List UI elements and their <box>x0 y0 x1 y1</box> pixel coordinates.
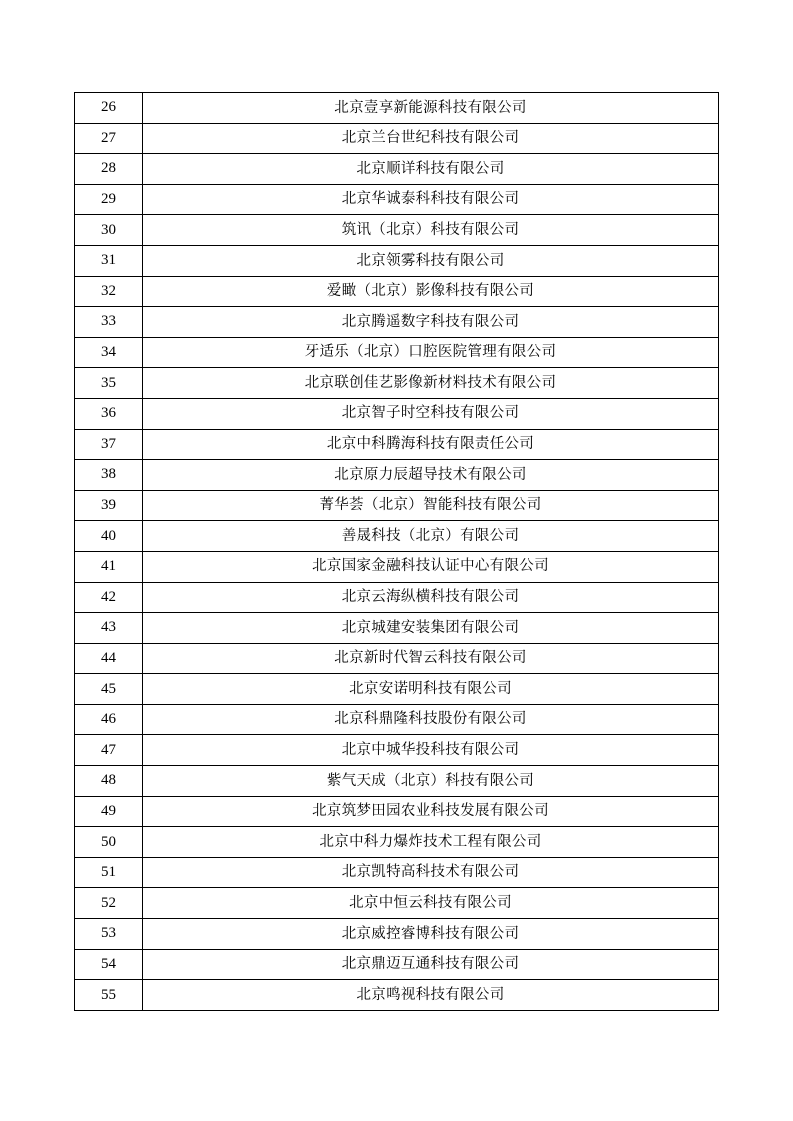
company-name: 爱瞰（北京）影像科技有限公司 <box>143 276 719 307</box>
company-name: 北京联创佳艺影像新材料技术有限公司 <box>143 368 719 399</box>
row-number: 45 <box>75 674 143 705</box>
company-name: 北京新时代智云科技有限公司 <box>143 643 719 674</box>
company-name: 善晟科技（北京）有限公司 <box>143 521 719 552</box>
table-row <box>75 643 719 674</box>
table-row <box>75 796 719 827</box>
table-row <box>75 704 719 735</box>
row-number: 27 <box>75 123 143 154</box>
row-number: 42 <box>75 582 143 613</box>
row-number: 55 <box>75 980 143 1011</box>
company-name: 北京领雾科技有限公司 <box>143 245 719 276</box>
company-name: 北京筑梦田园农业科技发展有限公司 <box>143 796 719 827</box>
company-name: 北京科鼎隆科技股份有限公司 <box>143 704 719 735</box>
row-number: 33 <box>75 307 143 338</box>
table-row <box>75 337 719 368</box>
row-number: 36 <box>75 398 143 429</box>
row-number: 50 <box>75 827 143 858</box>
table-row <box>75 827 719 858</box>
table-row <box>75 613 719 644</box>
table-row <box>75 184 719 215</box>
company-name: 北京中城华投科技有限公司 <box>143 735 719 766</box>
row-number: 28 <box>75 154 143 185</box>
row-number: 39 <box>75 490 143 521</box>
row-number: 43 <box>75 613 143 644</box>
table-row <box>75 888 719 919</box>
company-name: 北京中科力爆炸技术工程有限公司 <box>143 827 719 858</box>
company-name: 北京壹享新能源科技有限公司 <box>143 93 719 124</box>
company-name: 牙适乐（北京）口腔医院管理有限公司 <box>143 337 719 368</box>
company-list-body <box>75 93 719 1011</box>
table-row <box>75 766 719 797</box>
company-name: 北京云海纵横科技有限公司 <box>143 582 719 613</box>
row-number: 47 <box>75 735 143 766</box>
company-name: 北京威控睿博科技有限公司 <box>143 919 719 950</box>
row-number: 31 <box>75 245 143 276</box>
row-number: 44 <box>75 643 143 674</box>
row-number: 48 <box>75 766 143 797</box>
company-name: 筑讯（北京）科技有限公司 <box>143 215 719 246</box>
table-row <box>75 368 719 399</box>
row-number: 35 <box>75 368 143 399</box>
company-name: 北京安诺明科技有限公司 <box>143 674 719 705</box>
table-row <box>75 429 719 460</box>
company-name: 北京华诚泰科科技有限公司 <box>143 184 719 215</box>
row-number: 37 <box>75 429 143 460</box>
table-row <box>75 949 719 980</box>
table-row <box>75 735 719 766</box>
company-name: 北京鸣视科技有限公司 <box>143 980 719 1011</box>
row-number: 52 <box>75 888 143 919</box>
table-row <box>75 307 719 338</box>
table-row <box>75 857 719 888</box>
row-number: 30 <box>75 215 143 246</box>
table-row <box>75 521 719 552</box>
row-number: 46 <box>75 704 143 735</box>
table-row <box>75 276 719 307</box>
company-list-table <box>74 92 719 1011</box>
company-name: 北京城建安装集团有限公司 <box>143 613 719 644</box>
company-name: 北京原力辰超导技术有限公司 <box>143 460 719 491</box>
table-row <box>75 460 719 491</box>
row-number: 40 <box>75 521 143 552</box>
row-number: 49 <box>75 796 143 827</box>
company-name: 北京腾遥数字科技有限公司 <box>143 307 719 338</box>
company-name: 北京鼎迈互通科技有限公司 <box>143 949 719 980</box>
table-row <box>75 674 719 705</box>
row-number: 38 <box>75 460 143 491</box>
company-name: 北京国家金融科技认证中心有限公司 <box>143 551 719 582</box>
table-row <box>75 582 719 613</box>
company-name: 北京顺详科技有限公司 <box>143 154 719 185</box>
table-row <box>75 490 719 521</box>
row-number: 54 <box>75 949 143 980</box>
company-name: 菁华荟（北京）智能科技有限公司 <box>143 490 719 521</box>
company-name: 北京中科腾海科技有限责任公司 <box>143 429 719 460</box>
company-name: 紫气天成（北京）科技有限公司 <box>143 766 719 797</box>
table-row <box>75 123 719 154</box>
table-row <box>75 93 719 124</box>
company-name: 北京中恒云科技有限公司 <box>143 888 719 919</box>
row-number: 29 <box>75 184 143 215</box>
table-row <box>75 215 719 246</box>
row-number: 41 <box>75 551 143 582</box>
table-row <box>75 980 719 1011</box>
row-number: 34 <box>75 337 143 368</box>
table-row <box>75 154 719 185</box>
row-number: 32 <box>75 276 143 307</box>
row-number: 53 <box>75 919 143 950</box>
company-name: 北京兰台世纪科技有限公司 <box>143 123 719 154</box>
table-row <box>75 398 719 429</box>
company-name: 北京凯特高科技术有限公司 <box>143 857 719 888</box>
table-row <box>75 551 719 582</box>
company-name: 北京智子时空科技有限公司 <box>143 398 719 429</box>
table-row <box>75 919 719 950</box>
table-row <box>75 245 719 276</box>
row-number: 51 <box>75 857 143 888</box>
row-number: 26 <box>75 93 143 124</box>
